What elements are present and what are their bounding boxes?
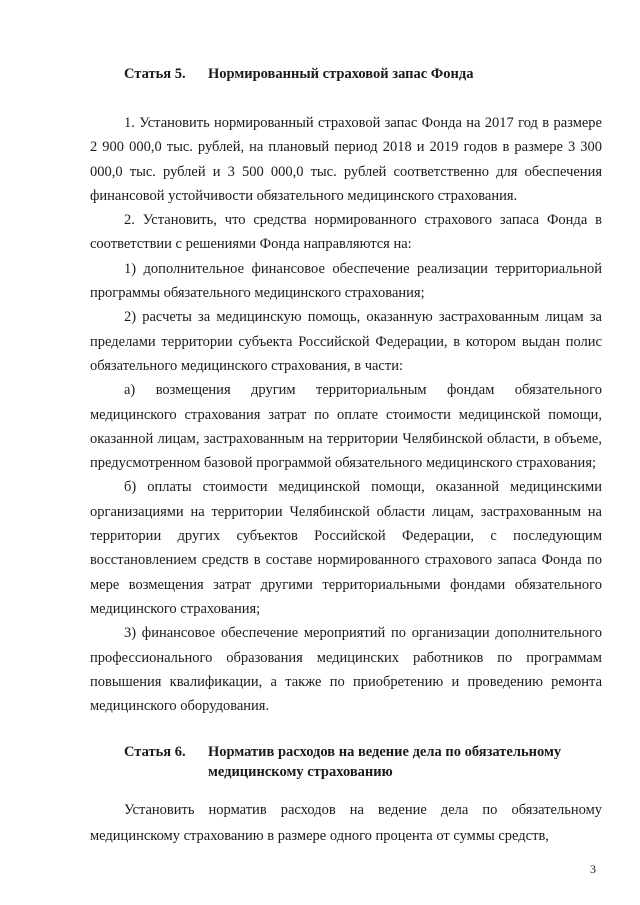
paragraph: 1) дополнительное финансовое обеспечение реализации территориальной программы обязательного медицинского страхования; xyxy=(90,260,602,302)
article-5-title: Нормированный страховой запас Фонда xyxy=(208,66,474,82)
article-6-number: Статья 6. xyxy=(124,744,186,760)
article-5-heading xyxy=(124,64,580,84)
paragraph: а) возмещения другим территориальным фондам обязательного медицинского страхования затрат по оплате стоимости медицинской помощи, оказанной лицам, застрахованным на территории Челябинской области, в объеме, предусмотренном базовой программой обязательного медицинского страхования; xyxy=(90,382,602,472)
article-6-body xyxy=(90,797,602,849)
paragraph: 3) финансовое обеспечение мероприятий по организации дополнительного профессионального образования медицинских работников по программам повышения квалификации, а также по приобретению и проведению ремонта медицинского оборудования. xyxy=(90,625,602,715)
paragraph: б) оплаты стоимости медицинской помощи, оказанной медицинскими организациями на территории Челябинской области лицам, застрахованным на территории других субъектов Российской Федерации, с последующим восстановлением средств в составе нормированного страхового запаса Фонда по мере возмещения затрат другими территориальными фондами обязательного медицинского страхования; xyxy=(90,479,602,617)
article-5-body xyxy=(90,111,602,718)
paragraph: 2) расчеты за медицинскую помощь, оказанную застрахованным лицам за пределами территории субъекта Российской Федерации, в котором выдан полис обязательного медицинского страхования, в части: xyxy=(90,309,602,374)
paragraph: 2. Установить, что средства нормированного страхового запаса Фонда в соответствии с решениями Фонда направляются на: xyxy=(90,212,602,253)
article-6-title: Норматив расходов на ведение дела по обязательному медицинскому страхованию xyxy=(208,744,562,780)
article-6-heading xyxy=(124,742,580,782)
article-5-number: Статья 5. xyxy=(124,66,186,82)
paragraph: Установить норматив расходов на ведение дела по обязательному медицинскому страхованию в размере одного процента от суммы средств, xyxy=(90,802,602,844)
page-number: 3 xyxy=(590,862,596,876)
paragraph: 1. Установить нормированный страховой запас Фонда на 2017 год в размере 2 900 000,0 тыс. рублей, на плановый период 2018 и 2019 годов в размере 3 300 000,0 тыс. рублей и 3 500 000,0 тыс. рублей соответственно для обеспечения финансовой устойчивости обязательного медицинского страхования. xyxy=(90,115,602,204)
